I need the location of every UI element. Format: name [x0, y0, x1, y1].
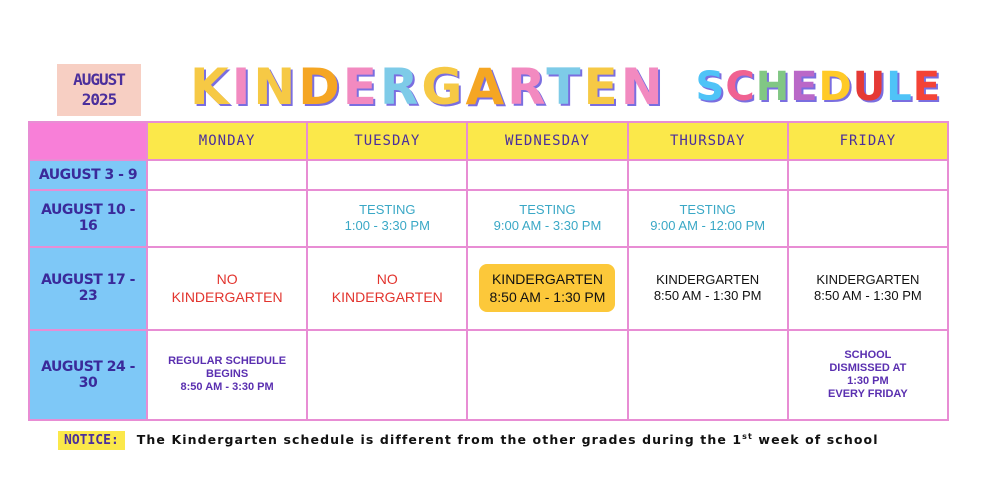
title-letter: E: [583, 58, 621, 116]
cell-text: BEGINS: [206, 368, 249, 381]
title-letter: R: [379, 58, 422, 116]
cell-text: 9:00 AM - 3:30 PM: [493, 218, 602, 234]
title-letter: N: [620, 58, 666, 116]
month-label: [57, 64, 141, 116]
week-row: [29, 160, 948, 190]
corner-cell: [29, 122, 147, 160]
title-letter: A: [465, 58, 508, 116]
schedule-cell: [628, 247, 788, 330]
cell-text: TESTING: [679, 202, 736, 218]
schedule-cell: [788, 330, 948, 420]
cell-text: 8:50 AM - 1:30 PM: [814, 288, 922, 304]
day-header-monday: MONDAY: [147, 122, 307, 160]
week-label: AUGUST 17 - 23: [29, 247, 147, 330]
schedule-cell: [147, 190, 307, 247]
notice-bar: [58, 429, 879, 451]
title-letter: D: [818, 64, 853, 110]
highlight-badge: [479, 264, 615, 312]
schedule-cell: [467, 190, 627, 247]
cell-text: TESTING: [519, 202, 576, 218]
title-letter: E: [342, 58, 380, 116]
title-letter: E: [912, 64, 942, 110]
schedule-cell: [628, 190, 788, 247]
title-letter: T: [546, 58, 584, 116]
title-letter: C: [725, 64, 756, 110]
cell-text: KINDERGARTEN: [171, 289, 283, 306]
schedule-cell: [467, 330, 627, 420]
month-name: AUGUST: [73, 70, 125, 89]
schedule-cell: [307, 160, 467, 190]
schedule-cell: [467, 247, 627, 330]
notice-superscript: st: [742, 432, 753, 442]
cell-text: NO: [216, 271, 238, 288]
cell-text: KINDERGARTEN: [331, 289, 443, 306]
cell-text: 9:00 AM - 12:00 PM: [650, 218, 766, 234]
cell-text: 1:00 - 3:30 PM: [344, 218, 430, 234]
title-letter: S: [695, 64, 726, 110]
title-letter: K: [190, 58, 232, 116]
cell-text: REGULAR SCHEDULE: [168, 355, 287, 368]
cell-text: 8:50 AM - 1:30 PM: [489, 289, 606, 306]
schedule-cell: [467, 160, 627, 190]
title-letter: D: [298, 58, 343, 116]
cell-text: KINDERGARTEN: [816, 272, 920, 288]
cell-text: KINDERGARTEN: [491, 271, 603, 288]
title-schedule: [696, 64, 942, 110]
schedule-cell: [788, 160, 948, 190]
cell-text: NO: [376, 271, 398, 288]
notice-text-main: The Kindergarten schedule is different from the other grades during the 1: [136, 432, 743, 448]
cell-text: EVERY FRIDAY: [828, 387, 908, 400]
title-letter: H: [755, 64, 791, 110]
cell-text: 8:50 AM - 1:30 PM: [653, 288, 762, 304]
notice-label: NOTICE:: [58, 431, 125, 450]
schedule-cell: [147, 330, 307, 420]
cell-text: DISMISSED AT: [829, 361, 907, 374]
schedule-cell: [147, 160, 307, 190]
month-year: 2025: [81, 90, 117, 109]
cell-text: 1:30 PM: [847, 374, 889, 387]
schedule-cell: [788, 247, 948, 330]
page-title: [190, 56, 960, 118]
day-header-wednesday: WEDNESDAY: [467, 122, 627, 160]
day-header-row: [29, 122, 948, 160]
week-label: AUGUST 24 - 30: [29, 330, 147, 420]
week-label: AUGUST 10 - 16: [29, 190, 147, 247]
schedule-cell: [628, 160, 788, 190]
schedule-cell: [147, 247, 307, 330]
schedule-cell: [307, 247, 467, 330]
cell-text: TESTING: [359, 202, 416, 218]
schedule-cell: [307, 330, 467, 420]
week-row: [29, 190, 948, 247]
schedule-cell: [628, 330, 788, 420]
cell-text: SCHOOL: [844, 348, 892, 361]
title-letter: L: [886, 64, 913, 110]
title-kindergarten: [190, 58, 666, 116]
week-row: [29, 247, 948, 330]
title-letter: E: [790, 64, 819, 110]
cell-text: 8:50 AM - 3:30 PM: [180, 381, 274, 394]
title-letter: G: [421, 58, 466, 116]
schedule-table: [28, 121, 949, 421]
notice-text-end: week of school: [752, 432, 879, 448]
day-header-tuesday: TUESDAY: [307, 122, 467, 160]
week-label: AUGUST 3 - 9: [29, 160, 147, 190]
schedule-cell: [307, 190, 467, 247]
schedule-cell: [788, 190, 948, 247]
title-letter: N: [253, 58, 299, 116]
title-letter: U: [852, 64, 887, 110]
day-header-friday: FRIDAY: [788, 122, 948, 160]
cell-text: KINDERGARTEN: [656, 272, 760, 288]
title-letter: I: [231, 58, 254, 116]
day-header-thursday: THURSDAY: [628, 122, 788, 160]
week-row: [29, 330, 948, 420]
title-letter: R: [507, 58, 547, 116]
notice-text: [137, 432, 879, 447]
